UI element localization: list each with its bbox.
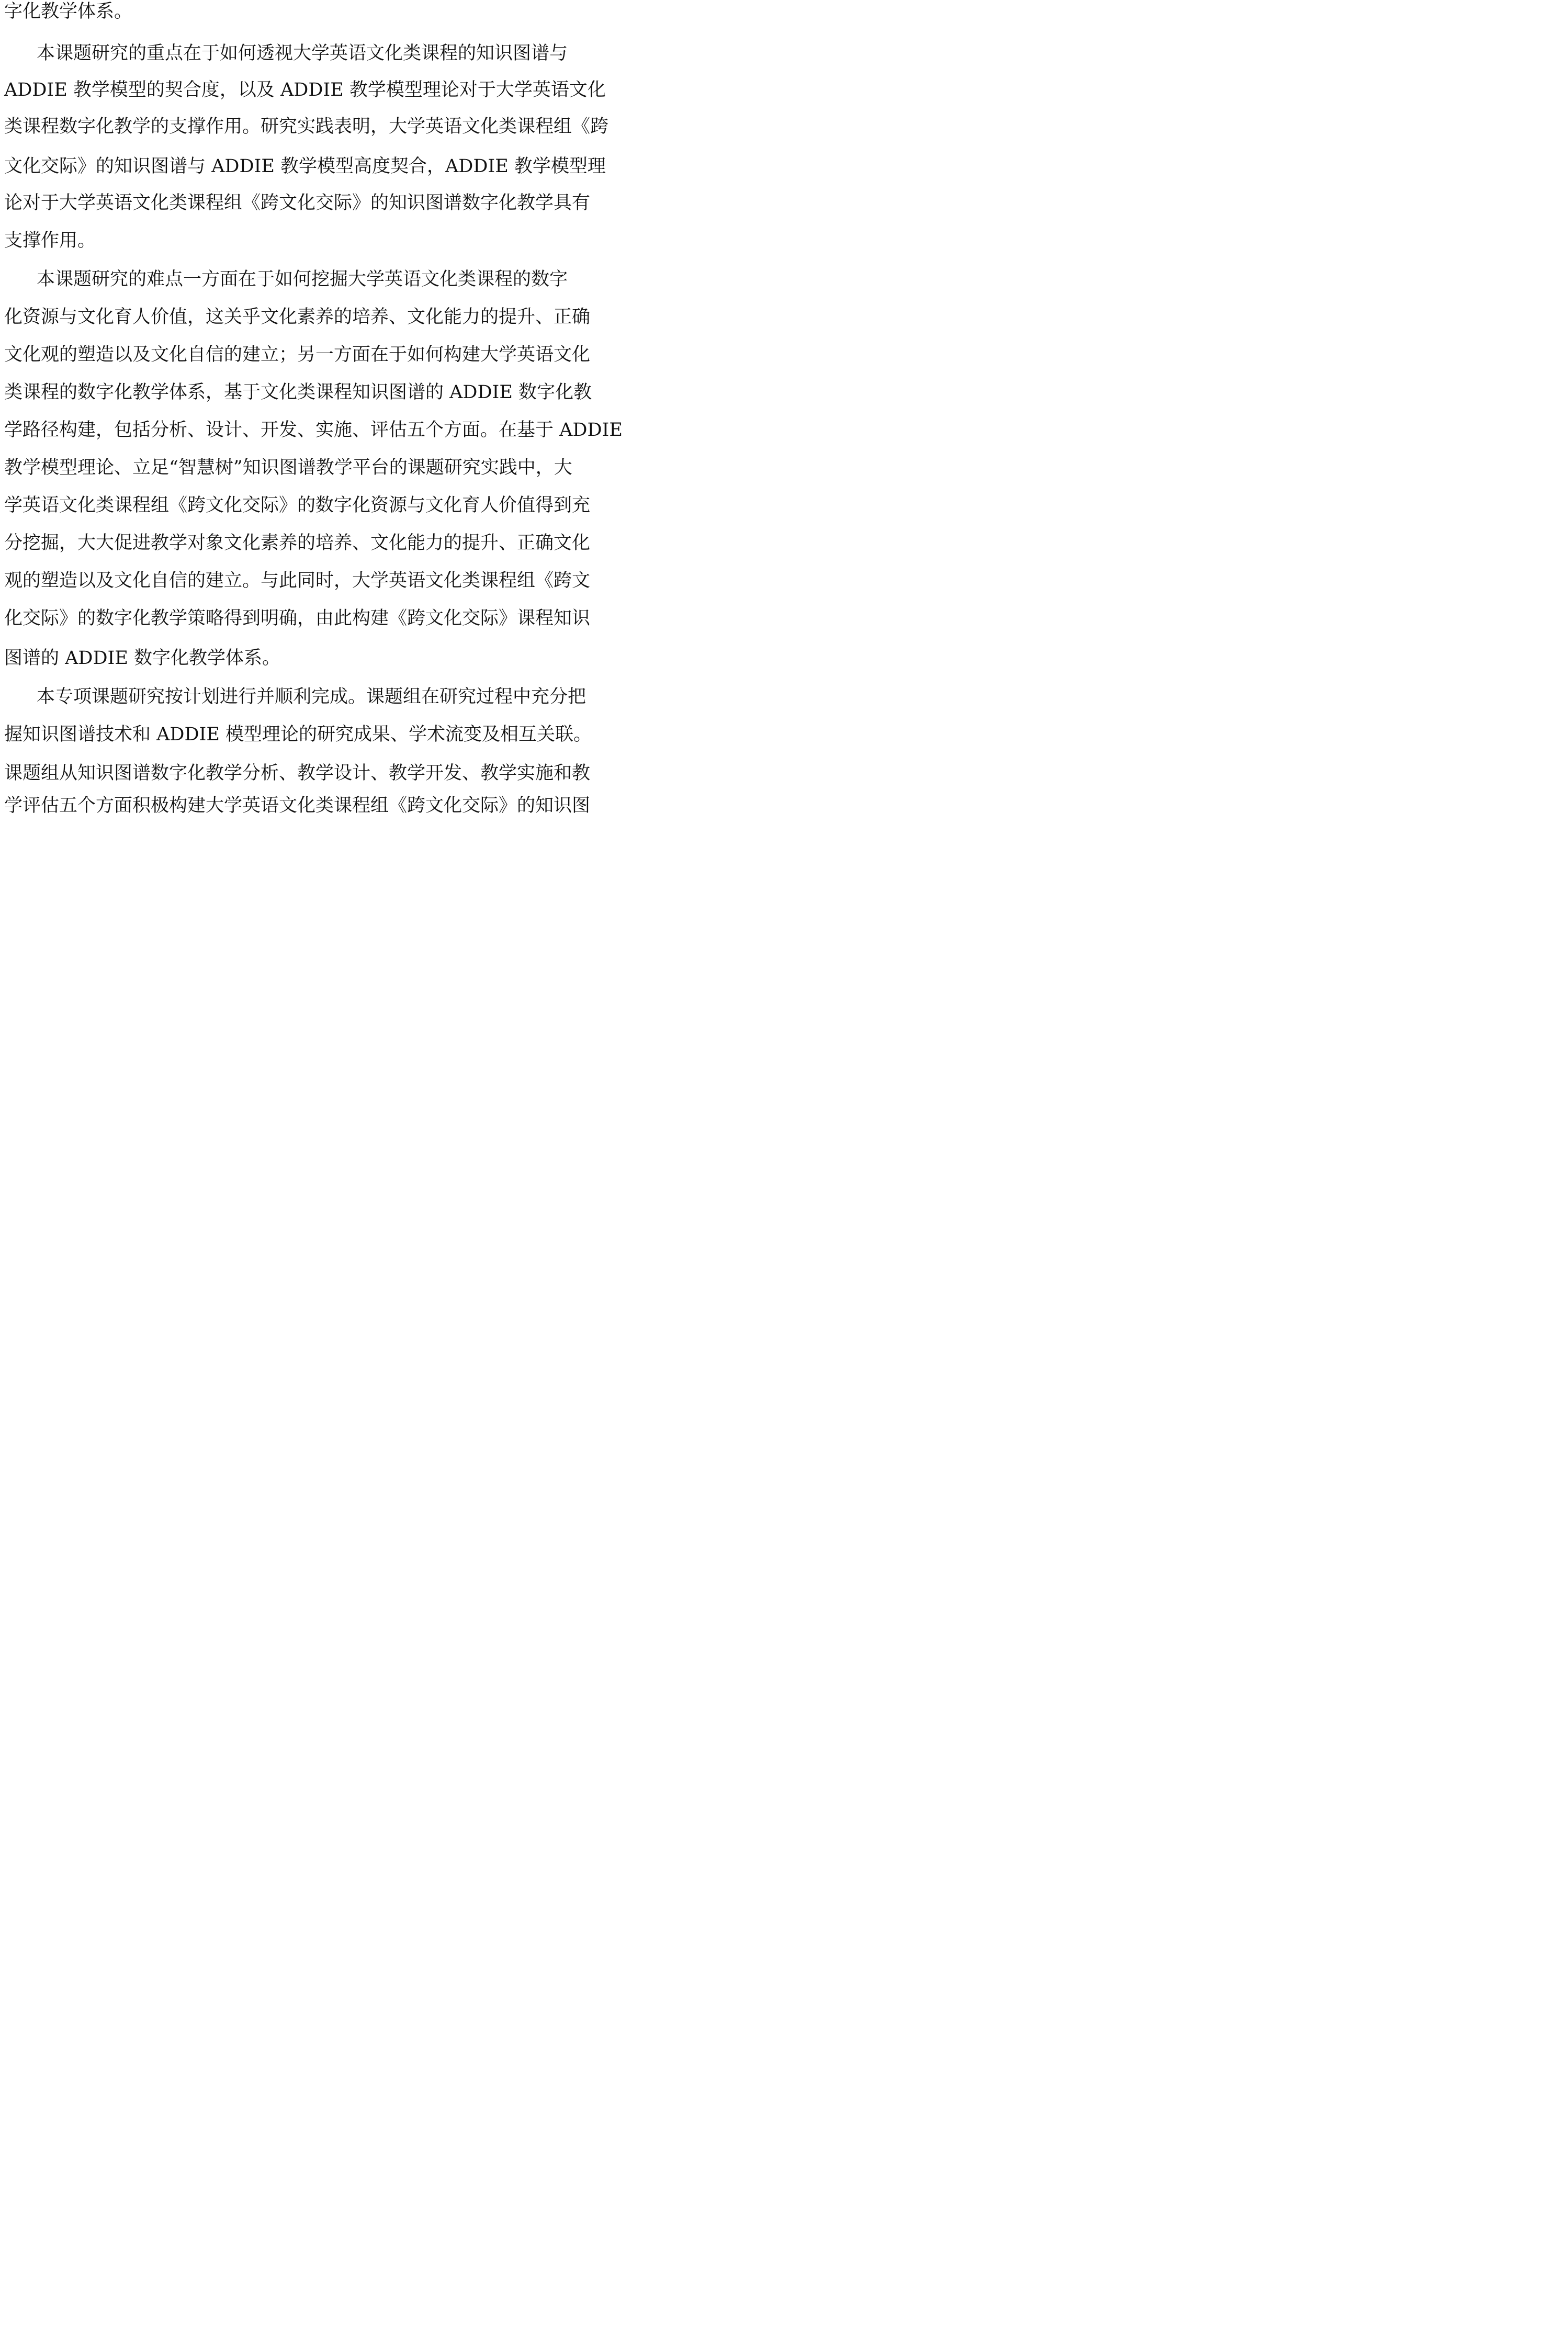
paragraph-start-line: 本课题研究的重点在于如何透视大学英语文化类课程的知识图谱与 bbox=[37, 43, 568, 64]
text-line: 支撑作用。 bbox=[4, 230, 96, 251]
text-line: 学英语文化类课程组《跨文化交际》的数字化资源与文化育人价值得到充 bbox=[4, 495, 591, 516]
text-line: 握知识图谱技术和 ADDIE 模型理论的研究成果、学术流变及相互关联。 bbox=[4, 724, 592, 745]
text-line: 字化教学体系。 bbox=[4, 1, 133, 22]
text-line: 观的塑造以及文化自信的建立。与此同时，大学英语文化类课程组《跨文 bbox=[4, 570, 591, 591]
text-line: 分挖掘，大大促进教学对象文化素养的培养、文化能力的提升、正确文化 bbox=[4, 533, 591, 554]
text-line: 学路径构建，包括分析、设计、开发、实施、评估五个方面。在基于 ADDIE bbox=[4, 420, 623, 441]
text-line: 图谱的 ADDIE 数字化教学体系。 bbox=[4, 648, 281, 669]
paragraph-start-line: 本课题研究的难点一方面在于如何挖掘大学英语文化类课程的数字 bbox=[37, 269, 568, 290]
text-line: 教学模型理论、立足“智慧树”知识图谱教学平台的课题研究实践中，大 bbox=[4, 457, 572, 478]
text-line: 类课程数字化教学的支撑作用。研究实践表明，大学英语文化类课程组《跨 bbox=[4, 116, 609, 137]
text-line: 文化观的塑造以及文化自信的建立；另一方面在于如何构建大学英语文化 bbox=[4, 344, 591, 365]
paragraph-start-line: 本专项课题研究按计划进行并顺利完成。课题组在研究过程中充分把 bbox=[37, 686, 586, 707]
text-line: ADDIE 教学模型的契合度，以及 ADDIE 教学模型理论对于大学英语文化 bbox=[4, 80, 606, 100]
text-line: 课题组从知识图谱数字化教学分析、教学设计、教学开发、教学实施和教 bbox=[4, 763, 591, 784]
document-page bbox=[0, 0, 623, 820]
text-line: 化交际》的数字化教学策略得到明确，由此构建《跨文化交际》课程知识 bbox=[4, 608, 591, 629]
text-line: 论对于大学英语文化类课程组《跨文化交际》的知识图谱数字化教学具有 bbox=[4, 193, 591, 213]
text-line: 文化交际》的知识图谱与 ADDIE 教学模型高度契合，ADDIE 教学模型理 bbox=[4, 156, 606, 177]
text-line: 学评估五个方面积极构建大学英语文化类课程组《跨文化交际》的知识图 bbox=[4, 795, 591, 816]
text-line: 类课程的数字化教学体系，基于文化类课程知识图谱的 ADDIE 数字化教 bbox=[4, 382, 592, 403]
text-line: 化资源与文化育人价值，这关乎文化素养的培养、文化能力的提升、正确 bbox=[4, 307, 591, 327]
